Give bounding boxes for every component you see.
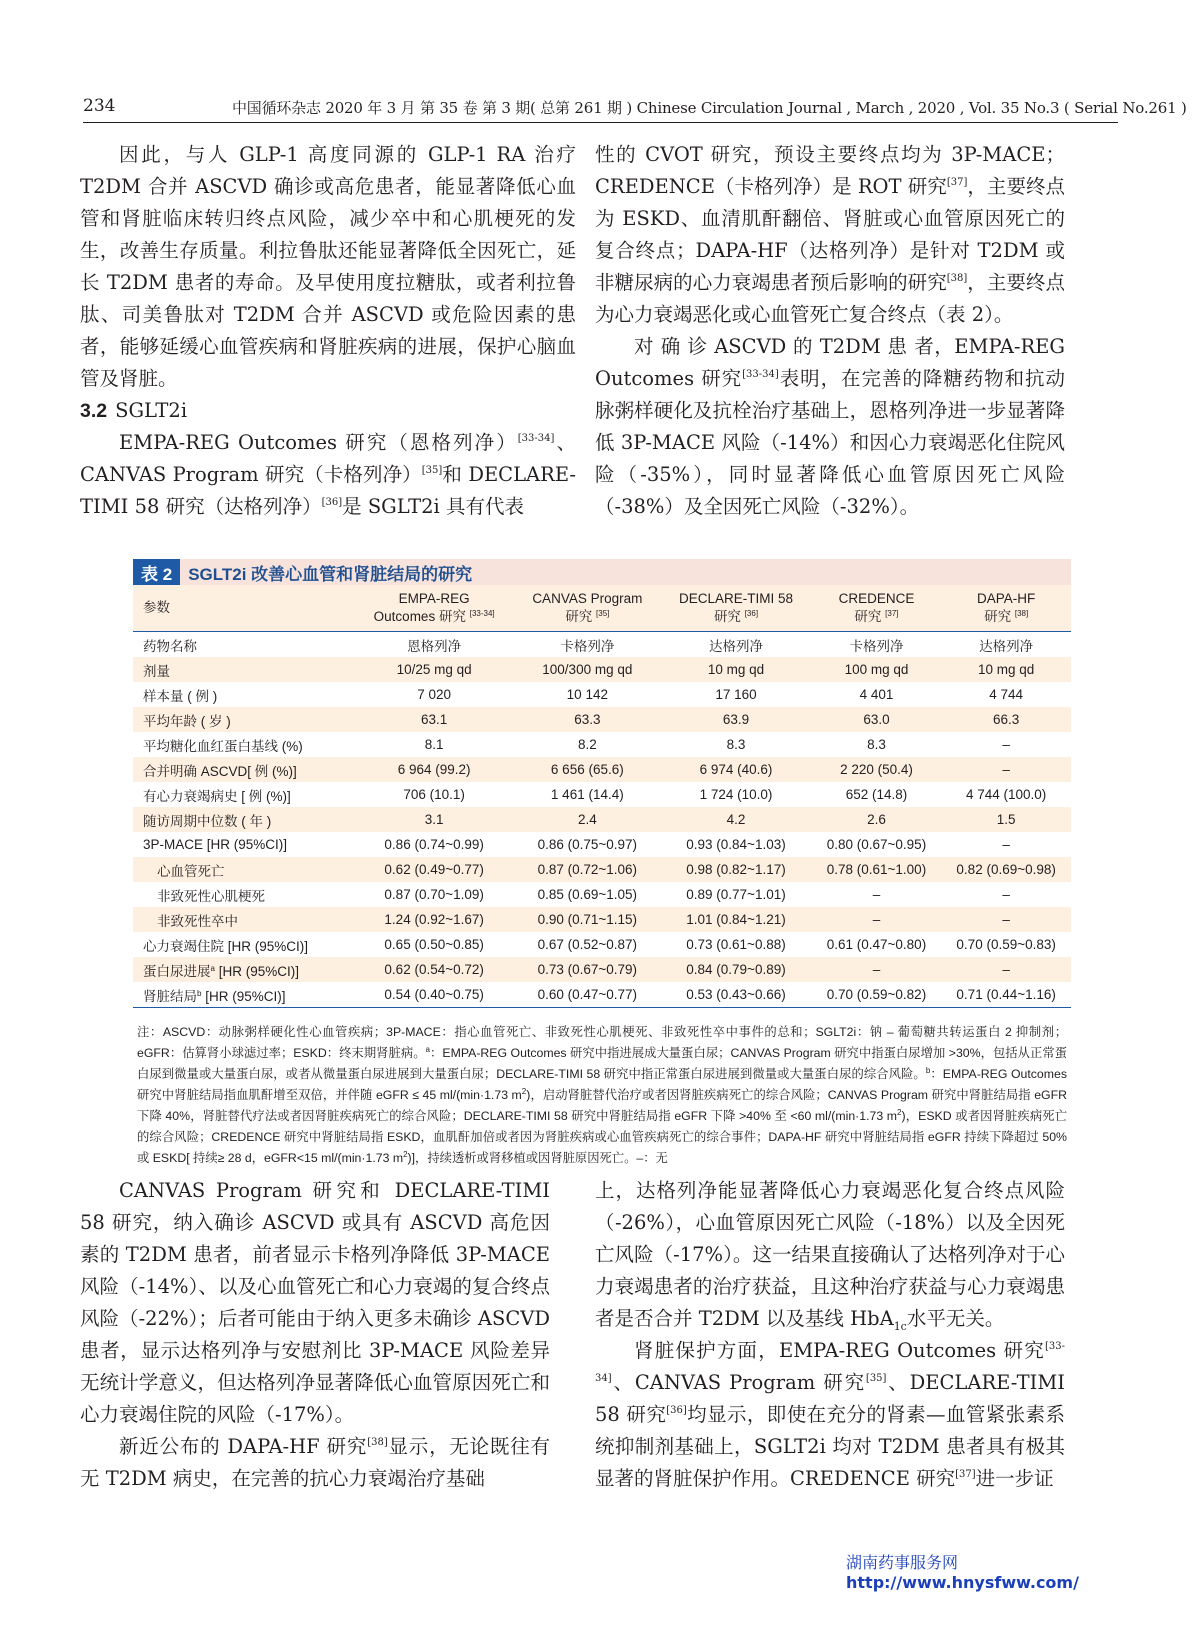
column-header-dapa-hf xyxy=(941,585,1071,632)
table-cell: 10 mg qd xyxy=(941,657,1071,682)
column-header-parameter: 参数 xyxy=(133,585,354,632)
table-caption xyxy=(133,559,1071,585)
text-run: 进一步证 xyxy=(975,1467,1054,1490)
text-run: 是 SGLT2i 具有代表 xyxy=(342,495,524,518)
row-label xyxy=(133,807,354,832)
table-row xyxy=(133,957,1071,982)
table-cell: 2 220 (50.4) xyxy=(812,757,942,782)
table-row xyxy=(133,757,1071,782)
table-cell: 卡格列净 xyxy=(812,632,942,658)
column-header-declare xyxy=(660,585,811,632)
table-cell: 1.24 (0.92~1.67) xyxy=(354,907,514,932)
row-label xyxy=(133,932,354,957)
superscript: 2 xyxy=(897,1108,902,1117)
table-cell: 8.2 xyxy=(577,737,597,752)
table-cell: 0.90 (0.71~1.15) xyxy=(514,907,660,932)
text-run: 表明，在完善的降糖药物和抗动脉粥样硬化及抗栓治疗基础上，恩格列净进一步显著降低 3P-MACE 风险（-14%）和因心力衰竭恶化住院风险（-35%），同时显著降低心血管原因死亡风险（-38%）及全因死亡风险（-32%）。 xyxy=(595,367,1065,518)
section-number: 3.2 xyxy=(80,400,108,422)
table-cell: 10/25 mg qd xyxy=(354,657,514,682)
table-title: SGLT2i 改善心血管和肾脏结局的研究 xyxy=(188,564,473,584)
paragraph-dapa-hf xyxy=(80,1431,550,1495)
table-footnote xyxy=(133,1022,1071,1169)
subscript: 1c xyxy=(893,1319,907,1333)
row-label-text: 心力衰竭住院 [HR (95%CI)] xyxy=(143,938,309,954)
citation: [37] xyxy=(885,609,899,618)
footnote-text: ：EMPA-REG Outcomes 研究中肾脏结局指血肌酐增至双倍，并伴随 eGFR ≤ 45 ml/(min·1.73 m xyxy=(137,1067,1067,1102)
row-label-text: 剂量 xyxy=(143,663,170,679)
table-cell: 10 142 xyxy=(566,687,608,702)
footnote-marker: b xyxy=(197,988,202,998)
footnote-text: 注：ASCVD：动脉粥样硬化性心血管疾病；3P-MACE：指心血管死亡、非致死性心肌梗死、非致死性卒中事件的总和；SGLT2i：钠 – 葡萄糖共转运蛋白 2 抑制剂；eGFR：估算肾小球滤过率；ESKD：终末期肾脏病。 xyxy=(137,1025,1067,1060)
footnote-text: )，ESKD 或者因肾脏疾病死亡的综合风险；CREDENCE 研究中肾脏结局指 ESKD，血肌酐加倍或者因为肾脏疾病或心血管疾病死亡的综合事件；DAPA-HF 研究中肾脏结局指 eGFR 持续下降超过 50% 或 ESKD[ 持续≥ 28 d，eGFR<15 ml/(min·1.73 m xyxy=(137,1109,1067,1165)
row-label-text: 非致死性卒中 xyxy=(157,913,238,929)
paragraph-canvas-declare: CANVAS Program 研究和 DECLARE-TIMI 58 研究，纳入确诊 ASCVD 或具有 ASCVD 高危因素的 T2DM 患者，前者显示卡格列净降低 3P-MACE 风险（-14%）、以及心血管死亡和心力衰竭的复合终点风险（-22%）；后者可能由于纳入更多未确诊 ASCVD 患者，显示达格列净与安慰剂比 3P-MACE 风险差异无统计学意义，但达格列净显著降低心血管原因死亡和心力衰竭住院的风险（-17%）。 xyxy=(80,1179,550,1426)
table-row xyxy=(133,932,1071,957)
column-header-credence xyxy=(812,585,942,632)
citation: [35] xyxy=(596,609,610,618)
table-cell: 8.3 xyxy=(867,737,886,752)
column-header-canvas xyxy=(514,585,660,632)
table-cell: 63.1 xyxy=(354,707,514,732)
table-header-row xyxy=(133,585,1071,632)
table-cell: 0.70 (0.59~0.82) xyxy=(812,982,942,1008)
row-label-text: 3P-MACE [HR (95%CI)] xyxy=(143,837,288,852)
table-cell: 恩格列净 xyxy=(354,632,514,658)
row-label-text: 药物名称 xyxy=(143,638,197,654)
table-row xyxy=(133,632,1071,658)
row-label-text: 心血管死亡 xyxy=(157,863,225,879)
table-row xyxy=(133,832,1071,857)
citation: [38] xyxy=(1014,609,1029,618)
watermark-name: 湖南药事服务网 xyxy=(846,1553,959,1572)
row-label-text: 随访周期中位数 ( 年 ) xyxy=(143,813,272,829)
table-cell: 0.53 (0.43~0.66) xyxy=(660,982,811,1008)
citation: [36] xyxy=(666,1405,687,1416)
table-cell: 1.5 xyxy=(941,807,1071,832)
text-run: 、CANVAS Program 研究 xyxy=(611,1371,866,1394)
table-cell: 100/300 mg qd xyxy=(514,657,660,682)
table-cell: 达格列净 xyxy=(941,632,1071,658)
table-2 xyxy=(133,559,1071,1169)
table-cell: 0.80 (0.67~0.95) xyxy=(826,837,927,852)
table-cell: 0.93 (0.84~1.03) xyxy=(686,837,786,852)
table-cell: – xyxy=(1002,837,1010,852)
row-label xyxy=(133,632,354,658)
table-cell: 6 964 (99.2) xyxy=(354,757,514,782)
paragraph-glp1-summary: 因此，与人 GLP-1 高度同源的 GLP-1 RA 治疗 T2DM 合并 ASCVD 确诊或高危患者，能显著降低心血管和肾脏临床转归终点风险，减少卒中和心肌梗死的发生，改善生存质量。利拉鲁肽还能显著降低全因死亡，延长 T2DM 患者的寿命。及早使用度拉糖肽，或者利拉鲁肽、司美鲁肽对 T2DM 合并 ASCVD 或危险因素的患者，能够延缓心血管疾病和肾脏疾病的进展，保护心脑血管及肾脏。 xyxy=(80,143,576,390)
right-column-top xyxy=(595,139,1065,523)
column-header-empa-reg xyxy=(354,585,514,632)
table-cell: 8.1 xyxy=(424,737,444,752)
row-label-text: 非致死性心肌梗死 xyxy=(157,888,265,904)
row-label-text: 合并明确 ASCVD[ 例 (%)] xyxy=(143,763,297,779)
text-run: 水平无关。 xyxy=(906,1307,1005,1330)
header-rule xyxy=(83,122,1118,123)
column-header-line2: 研究 xyxy=(984,609,1012,624)
running-header: 中国循环杂志 2020 年 3 月 第 35 卷 第 3 期( 总第 261 期 ) Chinese Circulation Journal , March , 2020 , Vol. 35 No.3 ( Serial No.261 ) xyxy=(232,99,1187,117)
left-column-bottom xyxy=(80,1175,550,1495)
column-header-line1: DECLARE-TIMI 58 xyxy=(678,591,794,606)
citation: [37] xyxy=(955,1469,976,1480)
table-cell: 3.1 xyxy=(354,807,514,832)
table-cell: 4 744 xyxy=(989,687,1024,702)
citation: [36] xyxy=(744,609,759,618)
table-cell: 6 974 (40.6) xyxy=(660,757,811,782)
column-header-line2: 研究 xyxy=(854,609,882,624)
row-label xyxy=(133,682,354,707)
table-cell: 4.2 xyxy=(660,807,811,832)
row-label-text: 蛋白尿进展 xyxy=(143,963,211,979)
row-label-text: [HR (95%CI)] xyxy=(214,963,299,979)
table-cell: – xyxy=(872,887,881,902)
table-cell: 66.3 xyxy=(941,707,1071,732)
table-cell: – xyxy=(1002,737,1010,752)
citation: [33-34] xyxy=(742,369,779,380)
text-run: 显示，无论既往有无 T2DM 病史，在完善的抗心力衰竭治疗基础 xyxy=(80,1435,550,1490)
column-header-line1: EMPA-REG xyxy=(398,591,470,606)
table-row xyxy=(133,907,1071,932)
superscript: 2 xyxy=(403,1150,408,1159)
table-cell: – xyxy=(812,907,942,932)
table-cell: 0.61 (0.47~0.80) xyxy=(826,937,927,952)
column-header-line2: 研究 xyxy=(565,609,593,624)
footnote-marker: a xyxy=(210,963,215,973)
row-label-text: 样本量 ( 例 ) xyxy=(143,688,218,704)
text-run: 和 DECLARE-TIMI 58 研究（达格列净） xyxy=(80,463,577,518)
table-cell: 0.89 (0.77~1.01) xyxy=(686,887,786,902)
table-row xyxy=(133,882,1071,907)
paragraph-renal-protection xyxy=(595,1335,1065,1495)
watermark-url[interactable]: http://www.hnysfww.com/ xyxy=(846,1573,1079,1592)
row-label xyxy=(133,707,354,732)
text-run: ，主要终点为 ESKD、血清肌酐翻倍、肾脏或心血管原因死亡的复合终点；DAPA-HF（达格列净）是针对 T2DM 或非糖尿病的心力衰竭患者预后影响的研究 xyxy=(595,175,1065,294)
table-row xyxy=(133,682,1071,707)
table-cell: 0.84 (0.79~0.89) xyxy=(660,957,811,982)
citation: [38] xyxy=(367,1437,388,1448)
table-cell: 0.67 (0.52~0.87) xyxy=(537,937,638,952)
citation: [36] xyxy=(321,497,343,508)
text-run: 新近公布的 DAPA-HF 研究 xyxy=(119,1435,368,1458)
table-cell: 0.60 (0.47~0.77) xyxy=(514,982,660,1008)
table-cell: 706 (10.1) xyxy=(403,787,465,802)
table-cell: 0.86 (0.75~0.97) xyxy=(537,837,638,852)
superscript: 2 xyxy=(521,1087,527,1096)
table-cell: 10 mg qd xyxy=(660,657,811,682)
column-header-line1: CREDENCE xyxy=(838,591,915,606)
text-run: 性的 CVOT 研究，预设主要终点均为 3P-MACE；CREDENCE（卡格列净）是 ROT 研究 xyxy=(595,143,1065,198)
table-cell: 0.65 (0.50~0.85) xyxy=(384,937,484,952)
row-label xyxy=(133,957,354,982)
citation: [33-34] xyxy=(469,609,495,618)
site-watermark xyxy=(846,1553,1079,1593)
row-label xyxy=(133,782,354,807)
table-cell: 0.54 (0.40~0.75) xyxy=(354,982,514,1008)
table-row xyxy=(133,807,1071,832)
table-cell: 0.87 (0.70~1.09) xyxy=(384,887,484,902)
table-cell: 0.85 (0.69~1.05) xyxy=(537,887,638,902)
right-column-bottom xyxy=(595,1175,1065,1495)
table-cell: – xyxy=(941,907,1071,932)
table-cell: 652 (14.8) xyxy=(845,787,908,802)
table-cell: 8.3 xyxy=(726,737,746,752)
footnote-marker: b xyxy=(925,1066,931,1075)
row-label xyxy=(133,982,354,1008)
text-run: 上，达格列净能显著降低心力衰竭恶化复合终点风险（-26%），心血管原因死亡风险（-18%）以及全因死亡风险（-17%）。这一结果直接确认了达格列净对于心力衰竭患者的治疗获益，且这种治疗获益与心力衰竭患者是否合并 T2DM 以及基线 HbA xyxy=(595,1179,1065,1330)
table-cell: 1 461 (14.4) xyxy=(550,787,624,802)
table-cell: – xyxy=(941,757,1071,782)
row-label-text: 平均年龄 ( 岁 ) xyxy=(143,713,231,729)
table-cell: 0.98 (0.82~1.17) xyxy=(660,857,811,882)
text-run: 对 确 诊 ASCVD 的 T2DM 患 者，EMPA-REG Outcomes 研究 xyxy=(595,335,1065,390)
footnote-text: )]，持续透析或肾移植或因肾脏原因死亡。–：无 xyxy=(407,1151,668,1165)
citation: [38] xyxy=(946,273,968,284)
row-label-text: 肾脏结局 xyxy=(143,988,197,1004)
table-row xyxy=(133,732,1071,757)
section-title: SGLT2i xyxy=(115,399,188,422)
paragraph-empa-reg-results xyxy=(595,331,1065,523)
table-cell: 0.78 (0.61~1.00) xyxy=(812,857,942,882)
table-body xyxy=(133,632,1071,1008)
table-row xyxy=(133,782,1071,807)
table-cell: 0.71 (0.44~1.16) xyxy=(941,982,1071,1008)
citation: [37] xyxy=(946,177,968,188)
text-run: ，主要终点为心力衰竭恶化或心血管死亡复合终点（表 2）。 xyxy=(595,271,1065,326)
table-cell: 4 744 (100.0) xyxy=(965,787,1047,802)
table-cell: 1 724 (10.0) xyxy=(699,787,773,802)
column-header-line1: DAPA-HF xyxy=(977,591,1036,606)
table-cell: 7 020 xyxy=(417,687,452,702)
table-cell: 达格列净 xyxy=(660,632,811,658)
footnote-marker: a xyxy=(425,1045,430,1054)
row-label xyxy=(133,657,354,682)
table-cell: 63.9 xyxy=(660,707,811,732)
left-column-top xyxy=(80,139,576,523)
footnote-text: ：EMPA-REG Outcomes 研究中指进展成大量蛋白尿；CANVAS Program 研究中指蛋白尿增加 >30%，包括从正常蛋白尿到微量或大量蛋白尿，或者从微量蛋白尿进展到大量蛋白尿；DECLARE-TIMI 58 研究中指正常蛋白尿进展到微量或大量蛋白尿的综合风险。 xyxy=(137,1046,1067,1081)
text-run: 肾脏保护方面，EMPA-REG Outcomes 研究 xyxy=(634,1339,1045,1362)
paragraph-dapa-hf-continued xyxy=(595,1175,1065,1335)
row-label xyxy=(133,832,354,857)
citation: [33-34] xyxy=(517,433,555,444)
column-header-line2: Outcomes 研究 xyxy=(373,609,466,624)
table-row xyxy=(133,707,1071,732)
row-label xyxy=(133,732,354,757)
footnote-text: )，启动肾脏替代治疗或者因肾脏疾病死亡的综合风险；CANVAS Program 研究中肾脏结局指 eGFR 下降 40%，肾脏替代疗法或者因肾脏疾病死亡的综合风险；DECLARE-TIMI 58 研究中肾脏结局指 eGFR 下降 >40% 至 <60 ml/(min·1.73 m xyxy=(137,1088,1067,1123)
text-run: 、DECLARE-TIMI 58 研究 xyxy=(595,1371,1065,1426)
table-cell: 0.82 (0.69~0.98) xyxy=(941,857,1071,882)
sglt2i-outcomes-table xyxy=(133,585,1071,1008)
table-cell: 0.87 (0.72~1.06) xyxy=(514,857,660,882)
table-cell: – xyxy=(812,957,942,982)
row-label xyxy=(133,882,354,907)
text-run: EMPA-REG Outcomes 研究（恩格列净） xyxy=(119,431,518,454)
text-run: 、CANVAS Program 研究（卡格列净） xyxy=(80,431,576,486)
row-label-text: 有心力衰竭病史 [ 例 (%)] xyxy=(143,788,291,804)
column-header-line1: CANVAS Program xyxy=(532,591,643,606)
table-cell: 卡格列净 xyxy=(514,632,660,658)
citation: [33-34] xyxy=(595,1341,1065,1384)
column-header-line2: 研究 xyxy=(713,609,741,624)
table-cell: 0.62 (0.54~0.72) xyxy=(354,957,514,982)
table-cell: 0.86 (0.74~0.99) xyxy=(384,837,484,852)
row-label xyxy=(133,857,354,882)
table-row xyxy=(133,982,1071,1008)
row-label xyxy=(133,757,354,782)
table-cell: 63.0 xyxy=(812,707,942,732)
section-heading-3-2 xyxy=(80,395,576,427)
table-cell: 4 401 xyxy=(859,687,894,702)
row-label-text: [HR (95%CI)] xyxy=(201,988,286,1004)
table-cell: – xyxy=(941,957,1071,982)
table-row xyxy=(133,657,1071,682)
table-number: 表 2 xyxy=(133,559,180,585)
page-number: 234 xyxy=(83,96,116,116)
table-cell: 17 160 xyxy=(715,687,757,702)
paragraph-sglt2i-intro xyxy=(80,427,576,523)
table-cell: 0.73 (0.67~0.79) xyxy=(514,957,660,982)
table-cell: 0.70 (0.59~0.83) xyxy=(956,937,1056,952)
citation: [35] xyxy=(865,1373,887,1384)
table-cell: 6 656 (65.6) xyxy=(514,757,660,782)
table-cell: 100 mg qd xyxy=(812,657,942,682)
table-cell: 63.3 xyxy=(514,707,660,732)
table-cell: 0.62 (0.49~0.77) xyxy=(354,857,514,882)
text-run: 均显示，即使在充分的肾素—血管紧张素系统抑制剂基础上，SGLT2i 均对 T2DM 患者具有极其显著的肾脏保护作用。CREDENCE 研究 xyxy=(595,1403,1065,1490)
citation: [35] xyxy=(421,465,443,476)
row-label-text: 平均糖化血红蛋白基线 (%) xyxy=(143,738,303,754)
table-cell: 2.4 xyxy=(514,807,660,832)
row-label xyxy=(133,907,354,932)
table-cell: 2.6 xyxy=(812,807,942,832)
table-cell: 0.73 (0.61~0.88) xyxy=(686,937,786,952)
table-cell: 1.01 (0.84~1.21) xyxy=(660,907,811,932)
paragraph-cvot-continued xyxy=(595,139,1065,331)
table-row xyxy=(133,857,1071,882)
table-cell: – xyxy=(1002,887,1010,902)
